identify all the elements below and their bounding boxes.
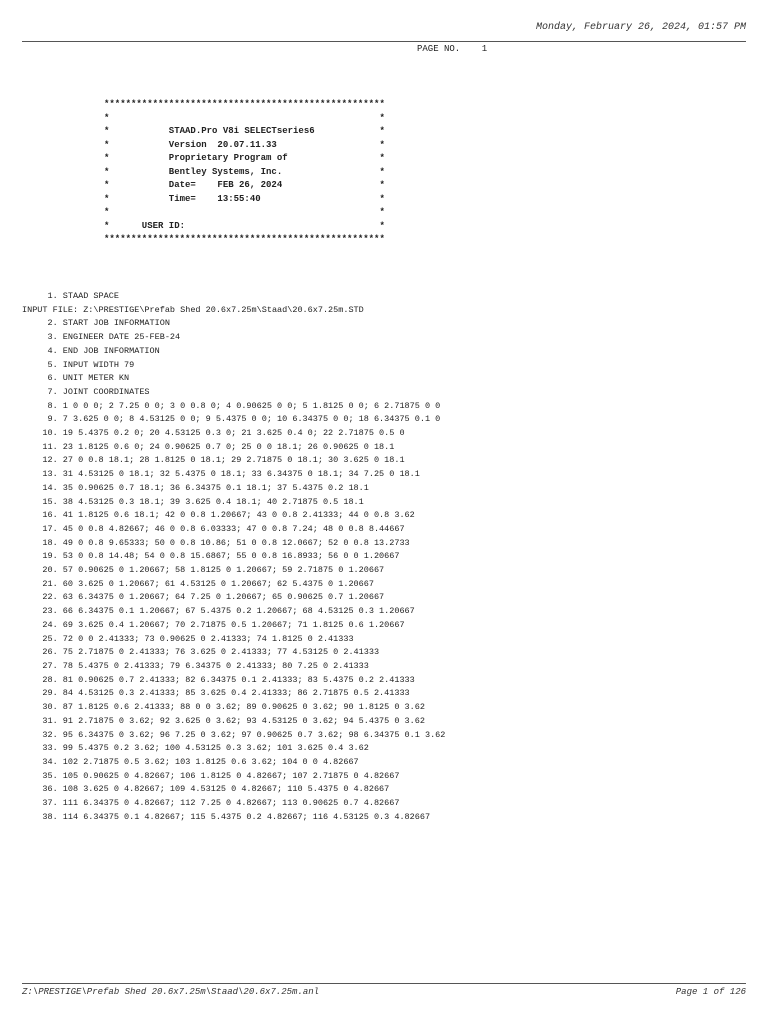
listing-line: 8. 1 0 0 0; 2 7.25 0 0; 3 0 0.8 0; 4 0.90625 0 0; 5 1.8125 0 0; 6 2.71875 0 0 [22,400,441,411]
listing-line: 26. 75 2.71875 0 2.41333; 76 3.625 0 2.41333; 77 4.53125 0 2.41333 [22,647,380,658]
listing-line: 18. 49 0 0.8 9.65333; 50 0 0.8 10.86; 51 0 0.8 12.0667; 52 0 0.8 13.2733 [22,537,410,548]
listing-line: 37. 111 6.34375 0 4.82667; 112 7.25 0 4.82667; 113 0.90625 0.7 4.82667 [22,798,400,809]
banner-line: * Date= FEB 26, 2024 * [104,180,385,190]
listing-line: 38. 114 6.34375 0.1 4.82667; 115 5.4375 0.2 4.82667; 116 4.53125 0.3 4.82667 [22,811,431,822]
listing-line: 5. INPUT WIDTH 79 [22,359,135,370]
listing-line: 30. 87 1.8125 0.6 2.41333; 88 0 0 3.62; 89 0.90625 0 3.62; 90 1.8125 0 3.62 [22,702,425,713]
input-listing [22,290,445,824]
listing-line: 9. 7 3.625 0 0; 8 4.53125 0 0; 9 5.4375 0 0; 10 6.34375 0 0; 18 6.34375 0.1 0 [22,414,441,425]
listing-line: 32. 95 6.34375 0 3.62; 96 7.25 0 3.62; 97 0.90625 0.7 3.62; 98 6.34375 0.1 3.62 [22,729,446,740]
banner-line: * Version 20.07.11.33 * [104,139,385,150]
listing-line: 29. 84 4.53125 0.3 2.41333; 85 3.625 0.4 2.41333; 86 2.71875 0.5 2.41333 [22,688,410,699]
listing-line: 21. 60 3.625 0 1.20667; 61 4.53125 0 1.20667; 62 5.4375 0 1.20667 [22,578,374,589]
listing-line: 19. 53 0 0.8 14.48; 54 0 0.8 15.6867; 55 0 0.8 16.8933; 56 0 0 1.20667 [22,551,400,562]
listing-line: 11. 23 1.8125 0.6 0; 24 0.90625 0.7 0; 25 0 0 18.1; 26 0.90625 0 18.1 [22,441,395,452]
listing-line: 28. 81 0.90625 0.7 2.41333; 82 6.34375 0.1 2.41333; 83 5.4375 0.2 2.41333 [22,674,415,685]
listing-line: 6. UNIT METER KN [22,373,130,384]
page-number: PAGE NO. 1 [417,44,488,54]
banner-line: * * [104,112,385,123]
listing-line: 15. 38 4.53125 0.3 18.1; 39 3.625 0.4 18.1; 40 2.71875 0.5 18.1 [22,496,364,507]
listing-line: 25. 72 0 0 2.41333; 73 0.90625 0 2.41333; 74 1.8125 0 2.41333 [22,633,354,644]
banner-line: * Proprietary Program of * [104,153,385,163]
banner-line: * USER ID: * [104,220,385,231]
listing-line: 20. 57 0.90625 0 1.20667; 58 1.8125 0 1.20667; 59 2.71875 0 1.20667 [22,565,385,576]
banner-line: * STAAD.Pro V8i SELECTseries6 * [104,126,385,136]
listing-line: 3. ENGINEER DATE 25-FEB-24 [22,332,181,343]
listing-line: 35. 105 0.90625 0 4.82667; 106 1.8125 0 4.82667; 107 2.71875 0 4.82667 [22,770,400,781]
listing-line: 22. 63 6.34375 0 1.20667; 64 7.25 0 1.20667; 65 0.90625 0.7 1.20667 [22,592,385,603]
footer-page-count: Page 1 of 126 [675,987,746,997]
footer-file-path: Z:\PRESTIGE\Prefab Shed 20.6x7.25m\Staad\20.6x7.25m.anl [22,987,320,997]
banner-line: **************************************************** [104,99,385,109]
listing-line: 17. 45 0 0.8 4.82667; 46 0 0.8 6.03333; 47 0 0.8 7.24; 48 0 0.8 8.44667 [22,523,405,534]
listing-line: 16. 41 1.8125 0.6 18.1; 42 0 0.8 1.20667; 43 0 0.8 2.41333; 44 0 0.8 3.62 [22,510,415,521]
listing-line: 4. END JOB INFORMATION [22,345,160,356]
listing-line: 34. 102 2.71875 0.5 3.62; 103 1.8125 0.6 3.62; 104 0 0 4.82667 [22,756,359,767]
listing-line: 12. 27 0 0.8 18.1; 28 1.8125 0 18.1; 29 2.71875 0 18.1; 30 3.625 0 18.1 [22,455,405,466]
listing-line: 1. STAAD SPACE [22,291,119,301]
listing-line: 2. START JOB INFORMATION [22,318,170,329]
listing-line: 10. 19 5.4375 0.2 0; 20 4.53125 0.3 0; 21 3.625 0.4 0; 22 2.71875 0.5 0 [22,428,405,439]
banner-line: * Bentley Systems, Inc. * [104,166,385,177]
banner-line: **************************************************** [104,234,385,244]
listing-line: 36. 108 3.625 0 4.82667; 109 4.53125 0 4.82667; 110 5.4375 0 4.82667 [22,784,390,795]
listing-line: 23. 66 6.34375 0.1 1.20667; 67 5.4375 0.2 1.20667; 68 4.53125 0.3 1.20667 [22,606,415,617]
header-date: Monday, February 26, 2024, 01:57 PM [535,22,746,33]
footer-rule [22,983,746,984]
banner-line: * * [104,207,385,217]
listing-line: 33. 99 5.4375 0.2 3.62; 100 4.53125 0.3 3.62; 101 3.625 0.4 3.62 [22,743,369,754]
listing-line: 24. 69 3.625 0.4 1.20667; 70 2.71875 0.5 1.20667; 71 1.8125 0.6 1.20667 [22,619,405,630]
listing-line: INPUT FILE: Z:\PRESTIGE\Prefab Shed 20.6x7.25m\Staad\20.6x7.25m.STD [22,304,364,315]
listing-line: 31. 91 2.71875 0 3.62; 92 3.625 0 3.62; 93 4.53125 0 3.62; 94 5.4375 0 3.62 [22,715,425,726]
banner-line: * Time= 13:55:40 * [104,193,385,204]
staad-banner [104,98,385,247]
listing-line: 13. 31 4.53125 0 18.1; 32 5.4375 0 18.1; 33 6.34375 0 18.1; 34 7.25 0 18.1 [22,469,420,480]
listing-line: 7. JOINT COORDINATES [22,386,150,397]
listing-line: 14. 35 0.90625 0.7 18.1; 36 6.34375 0.1 18.1; 37 5.4375 0.2 18.1 [22,482,369,493]
listing-line: 27. 78 5.4375 0 2.41333; 79 6.34375 0 2.41333; 80 7.25 0 2.41333 [22,660,369,671]
header-rule [22,41,746,42]
